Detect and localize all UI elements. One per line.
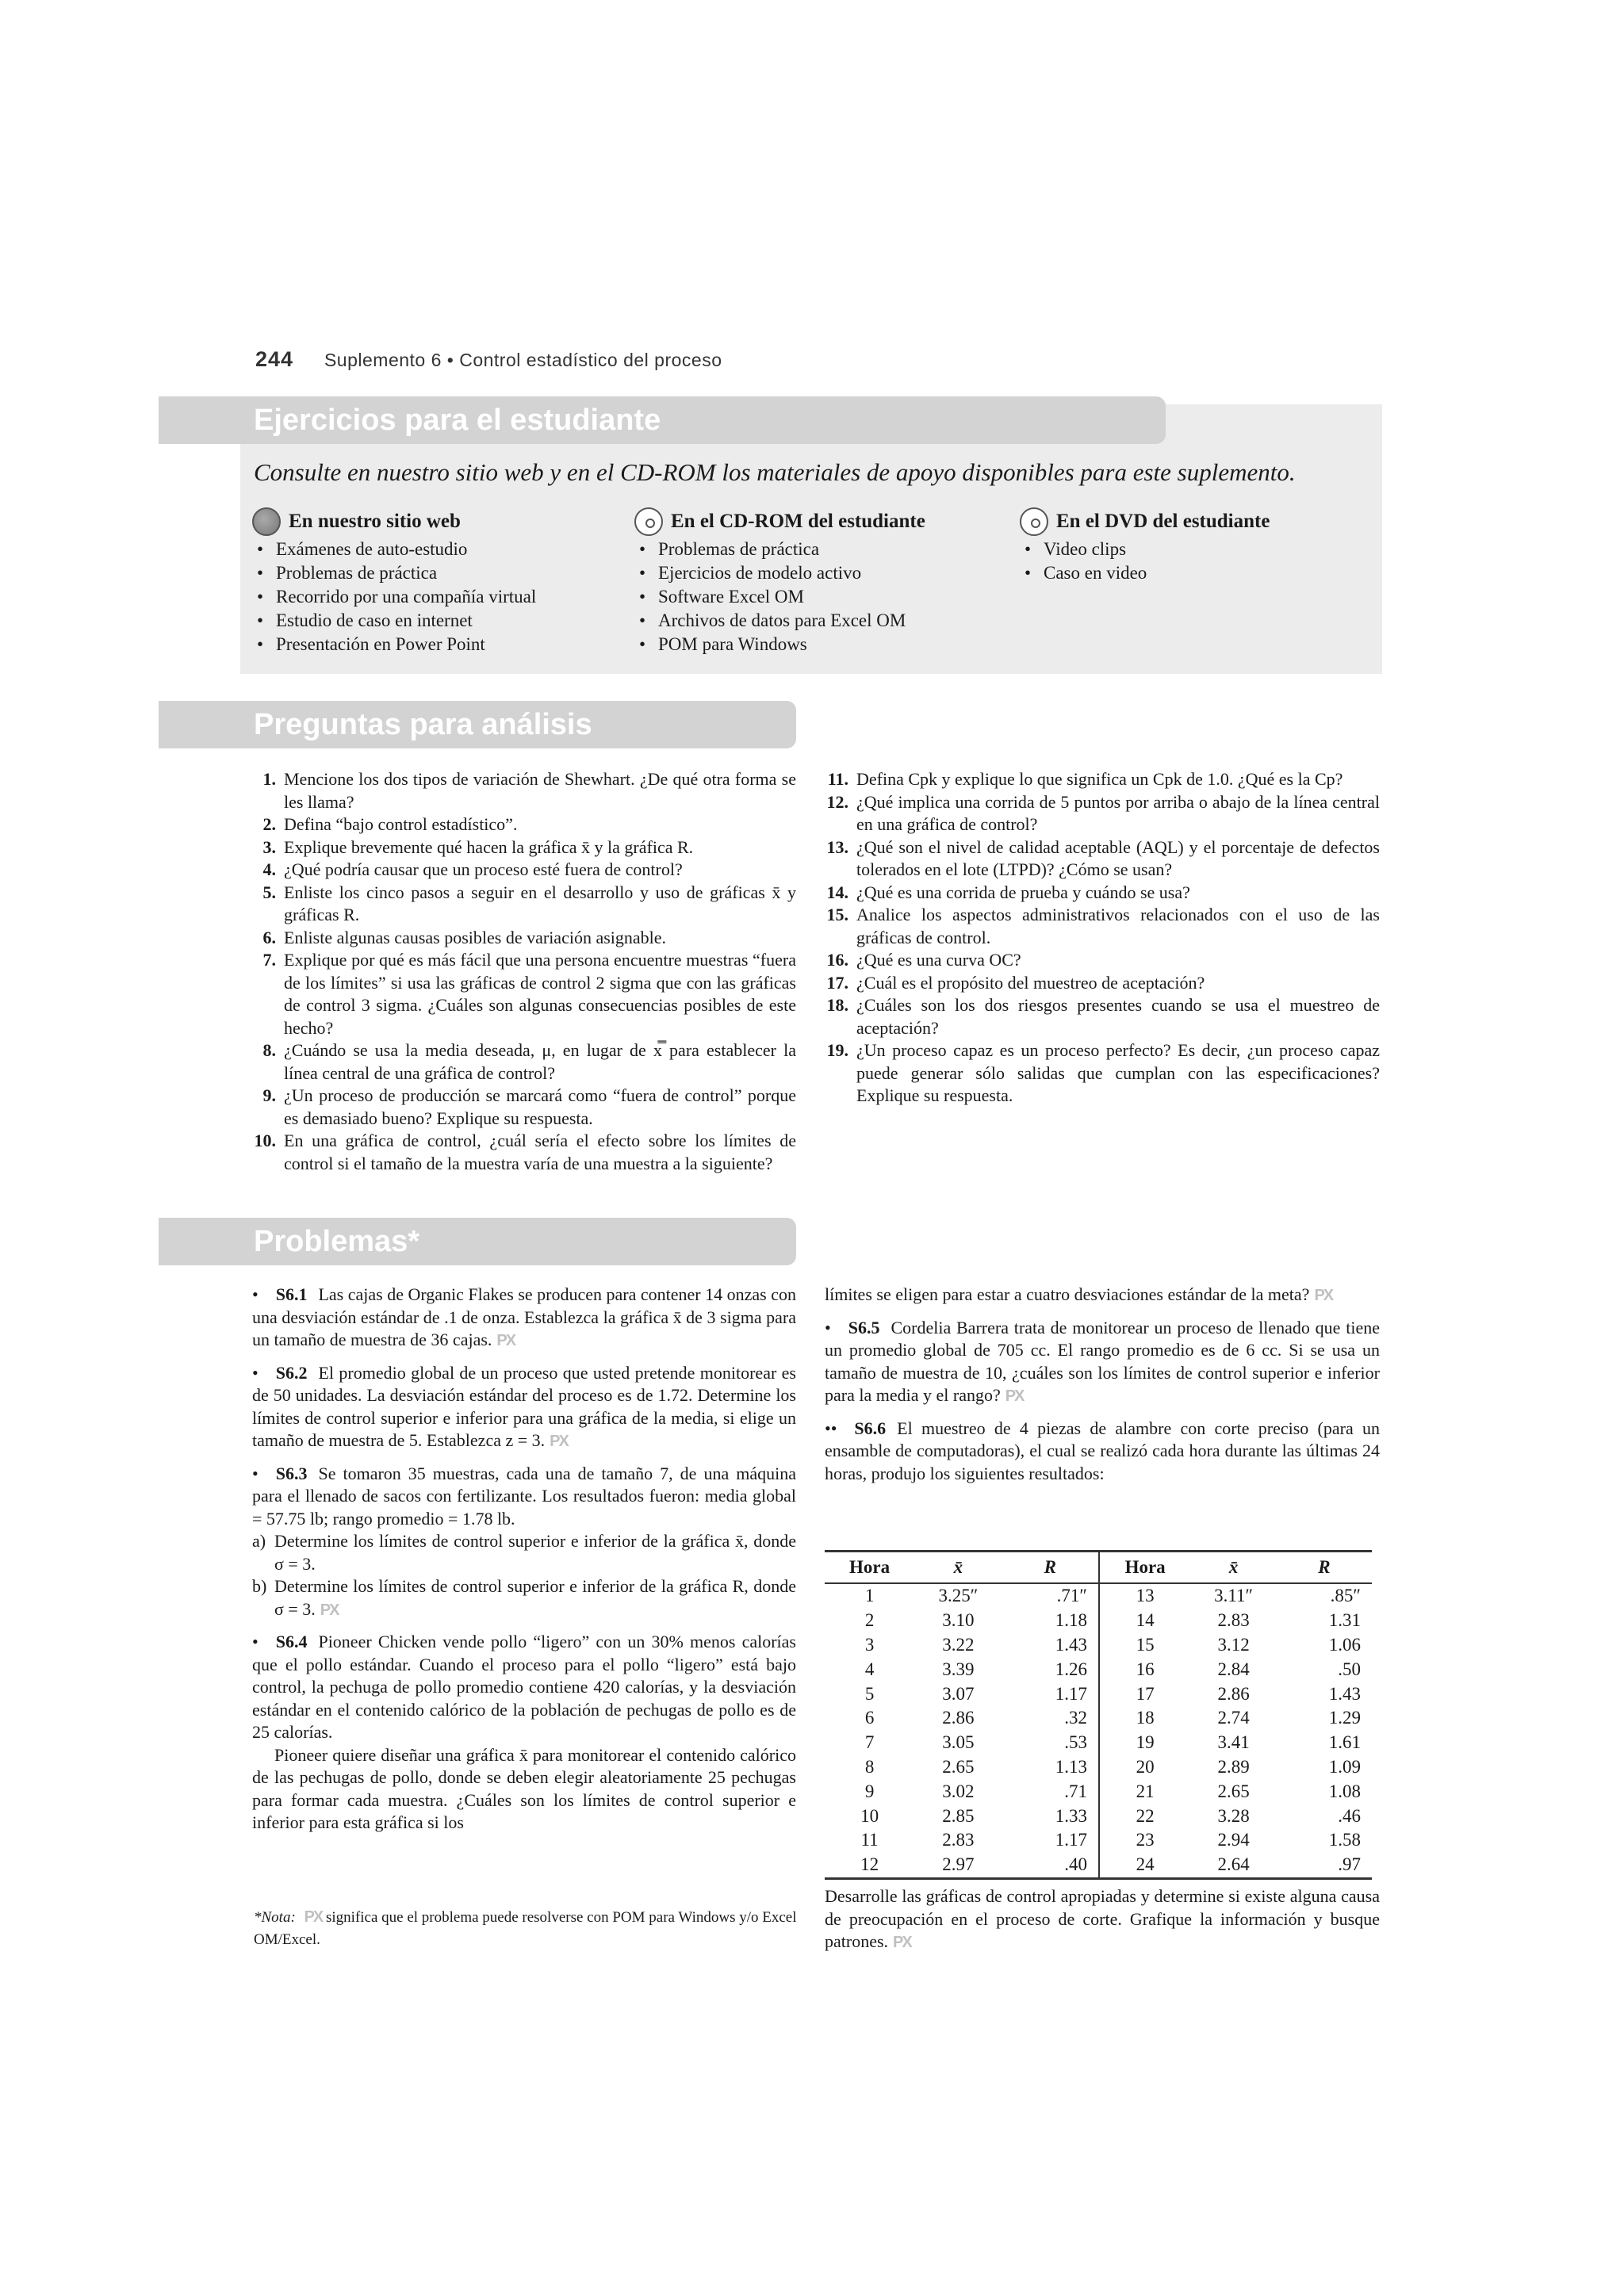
question-item: 7. Explique por qué es más fácil que una persona encuentre muestras “fuera de los límites” si usa las gráficas de control 2 sigma que con las gráficas de control 3 sigma. ¿Cuáles son algunas consecuencias posibles de este hecho? [262,950,796,1038]
resources-column-web [252,507,536,656]
table-cell: 3.25″ [938,1586,979,1606]
table-cell: 2.89 [1217,1756,1250,1777]
problem-s6-4: • S6.4 Pioneer Chicken vende pollo “ligero” con un 30% menos calorías que el pollo estándar. Cuando el proceso para el pollo “ligero” está bajo control, la pechuga de pollo promedio contiene 420 calorías, y la desviación estándar en el contenido calórico de la población de pechugas de pollo es de 25 calorías. Pioneer quiere diseñar una gráfica x̄ para monitorear el contenido calórico de las pechugas de pollo, donde se deben elegir aleatoriamente 25 pechugas para formar cada muestra. ¿Cuáles son los límites de control superior e inferior para esta gráfica si los [252,1632,796,1832]
table-cell: 8 [864,1756,875,1777]
question-item: 12. ¿Qué implica una corrida de 5 puntos por arriba o abajo de la línea central en una gráfica de control? [826,791,1380,834]
table-row [825,1853,1372,1878]
table-cell: 4 [864,1659,875,1679]
table-cell: 24 [1099,1853,1190,1878]
question-item: 1. Mencione los dos tipos de variación de Shewhart. ¿De qué otra forma se les llama? [262,769,796,812]
table-cell: 19 [1099,1731,1190,1755]
table-cell: 1.17 [1055,1683,1087,1704]
table-cell: 2.83 [942,1830,975,1850]
question-item: 13. ¿Qué son el nivel de calidad aceptable (AQL) y el porcentaje de defectos tolerados en el lote (LTPD)? ¿Cómo se usan? [826,836,1380,879]
table-cell: 15 [1099,1633,1190,1658]
list-item: • Exámenes de auto-estudio [252,538,536,561]
table-cell: 7 [864,1732,875,1753]
resources-intro: Consulte en nuestro sitio web y en el CD-ROM los materiales de apoyo disponibles para este suplemento. [254,458,1296,486]
table-cell: 17 [1099,1682,1190,1706]
table-cell: 2.94 [1217,1830,1250,1850]
list-item: • Recorrido por una compañía virtual [252,585,536,609]
question-item: 9. ¿Un proceso de producción se marcará como “fuera de control” porque es demasiado bueno? Explique su respuesta. [262,1085,796,1128]
question-item: 3. Explique brevemente qué hacen la gráfica x̄ y la gráfica R. [262,836,694,857]
footnote: *Nota: PX significa que el problema puede resolverse con POM para Windows y/o Excel OM/Excel. [254,1906,801,1951]
cd-icon [634,507,663,536]
list-item: • Ejercicios de modelo activo [634,561,925,585]
table-cell: .71 [1064,1781,1087,1801]
table-cell: .32 [1064,1708,1087,1728]
question-item: 8. ¿Cuándo se usa la media deseada, μ, en lugar de x̿ para establecer la línea central de una gráfica de control? [262,1040,796,1083]
table-cell: 14 [1099,1609,1190,1633]
table-cell: 9 [864,1781,875,1801]
resources-column-cdrom [634,507,925,656]
table-cell: 1.09 [1328,1756,1361,1777]
running-header [255,347,722,372]
table-row [825,1804,1372,1828]
table-cell: .40 [1002,1853,1099,1878]
table-cell: 2.85 [942,1805,975,1826]
table-cell: 3.05 [942,1732,975,1753]
table-row [825,1609,1372,1633]
pom-excel-icon: PX [893,1934,911,1951]
resources-column-title: En nuestro sitio web [289,511,461,532]
table-cell: 1 [864,1586,875,1606]
table-cell: 1.06 [1328,1634,1361,1655]
page-number: 244 [255,347,294,371]
table-cell: 1.43 [1328,1683,1361,1704]
list-item: • Estudio de caso en internet [252,609,536,633]
table-cell: 22 [1099,1804,1190,1828]
table-cell: 16 [1099,1657,1190,1682]
table-cell: 3.22 [942,1634,975,1655]
table-row [825,1731,1372,1755]
question-item: 2. Defina “bajo control estadístico”. [262,814,518,834]
resources-column-title: En el DVD del estudiante [1056,511,1270,532]
table-row [825,1657,1372,1682]
table-cell: 2.86 [942,1708,975,1728]
table-cell: 3 [864,1634,875,1655]
problem-s6-6-instructions: Desarrolle las gráficas de control apropiadas y determine si existe alguna causa de preocupación en el proceso de corte. Grafique la información y busque patrones. PX [825,1885,1380,1954]
section-banner-ejercicios: Ejercicios para el estudiante [159,396,1166,444]
list-item: • Archivos de datos para Excel OM [634,609,925,633]
section-banner-problemas: Problemas* [159,1218,796,1265]
table-cell: 2.84 [1217,1659,1250,1679]
table-cell: 1.26 [1055,1659,1087,1679]
question-item: 19. ¿Un proceso capaz es un proceso perfecto? Es decir, ¿un proceso capaz puede generar sólo salidas que cumplan con las especificaciones? Explique su respuesta. [826,1040,1380,1105]
table-cell: 18 [1099,1706,1190,1731]
table-row [825,1706,1372,1731]
table-cell: 2.64 [1190,1853,1276,1878]
table-row [825,1583,1372,1609]
pom-excel-icon: PX [320,1601,339,1619]
question-item: 4. ¿Qué podría causar que un proceso esté fuera de control? [262,859,683,879]
table-cell: .71″ [1056,1586,1087,1606]
table-cell: 1.13 [1055,1756,1087,1777]
table-cell: 2.65 [1217,1781,1250,1801]
table-cell: 1.33 [1055,1805,1087,1826]
list-item: • Software Excel OM [634,585,925,609]
table-cell: .85″ [1330,1586,1361,1606]
problem-s6-1: • S6.1 Las cajas de Organic Flakes se producen para contener 14 onzas con una desviación estándar de .1 de onza. Establezca la gráfica x̄ de 3 sigma para un tamaño de muestra de 36 cajas. PX [252,1284,796,1353]
dvd-icon [1020,507,1048,536]
table-cell: 2.83 [1217,1610,1250,1631]
table-cell: 20 [1099,1755,1190,1780]
list-item: • Problemas de práctica [252,561,536,585]
table-cell: 1.29 [1328,1708,1361,1728]
table-cell: 13 [1099,1583,1190,1609]
question-item: 10. En una gráfica de control, ¿cuál sería el efecto sobre los límites de control si el tamaño de la muestra varía de una muestra a la siguiente? [254,1131,796,1173]
question-item: 5. Enliste los cinco pasos a seguir en el desarrollo y uso de gráficas x̄ y gráficas R. [262,882,796,924]
table-cell: 3.10 [942,1610,975,1631]
pom-excel-icon: PX [1005,1387,1024,1405]
problem-s6-6: •• S6.6 El muestreo de 4 piezas de alambre con corte preciso (para un ensamble de computadoras), el cual se realizó cada hora durante las últimas 24 horas, produjo los siguientes resultados: [825,1418,1380,1483]
question-item: 6. Enliste algunas causas posibles de variación asignable. [262,927,667,947]
table-row [825,1779,1372,1804]
list-item: • Presentación en Power Point [252,633,536,656]
table-header-row: Hora x̄ R Hora x̄ R [825,1552,1372,1584]
pom-excel-icon: PX [496,1332,515,1349]
problems-left-column [252,1284,796,1844]
table-cell: 2 [864,1610,875,1631]
table-cell: .53 [1064,1732,1087,1753]
table-cell: 3.28 [1217,1805,1250,1826]
table-cell: 3.41 [1217,1732,1250,1753]
table-cell: 23 [1099,1828,1190,1853]
question-item: 15. Analice los aspectos administrativos relacionados con el uso de las gráficas de control. [826,905,1380,947]
table-cell: 12 [825,1853,914,1878]
question-item: 18. ¿Cuáles son los dos riesgos presentes cuando se usa el muestreo de aceptación? [826,995,1380,1038]
question-item: 11. Defina Cpk y explique lo que significa un Cpk de 1.0. ¿Qué es la Cp? [827,769,1343,789]
question-item: 14. ¿Qué es una corrida de prueba y cuándo se usa? [826,882,1190,902]
table-cell: 6 [864,1708,875,1728]
table-cell: .46 [1338,1805,1361,1826]
problems-right-column [825,1284,1380,1494]
table-cell: 3.02 [942,1781,975,1801]
resources-column-title: En el CD-ROM del estudiante [671,511,925,532]
table-cell: 3.39 [942,1659,975,1679]
problem-s6-2: • S6.2 El promedio global de un proceso que usted pretende monitorear es de 50 unidades. La desviación estándar del proceso es de 1.72. Determine los límites de control superior e inferior para una gráfica de la media, si elige un tamaño de muestra de 5. Establezca z = 3. PX [252,1362,796,1453]
question-item: 16. ¿Qué es una curva OC? [826,950,1021,970]
table-cell: 1.18 [1055,1610,1087,1631]
table-cell: 2.74 [1217,1708,1250,1728]
section-banner-preguntas: Preguntas para análisis [159,701,796,748]
table-cell: 21 [1099,1779,1190,1804]
questions-left-column [252,768,796,1175]
table-row [825,1633,1372,1658]
table-cell: 3.11″ [1214,1586,1254,1606]
table-cell: .97 [1277,1853,1372,1878]
table-cell: 2.65 [942,1756,975,1777]
pom-excel-icon: PX [304,1908,323,1926]
running-title: Suplemento 6 • Control estadístico del proceso [324,350,722,370]
list-item: • Caso en video [1020,561,1270,585]
table-cell: 2.97 [914,1853,1002,1878]
table-row [825,1755,1372,1780]
problem-s6-4-continued: límites se eligen para estar a cuatro desviaciones estándar de la meta? PX [825,1284,1380,1307]
table-cell: 11 [860,1830,879,1850]
resources-column-dvd [1020,507,1270,585]
wire-sample-table [825,1550,1372,1880]
questions-right-column [825,768,1380,1108]
table-row [825,1682,1372,1706]
table-cell: 1.58 [1328,1830,1361,1850]
question-item: 17. ¿Cuál es el propósito del muestreo de aceptación? [826,972,1205,993]
problem-s6-3: • S6.3 Se tomaron 35 muestras, cada una de tamaño 7, de una máquina para el llenado de sacos con fertilizante. Los resultados fueron: media global = 57.75 lb; rango promedio = 1.78 lb. a) Determine los límites de control superior e inferior de la gráfica x̄, donde σ = 3. b) Determine los límites de control superior e inferior de la gráfica R, donde σ = 3. PX [252,1463,796,1622]
table-cell: 3.12 [1217,1634,1250,1655]
table-cell: 10 [860,1805,879,1826]
table-cell: 1.43 [1055,1634,1087,1655]
table-cell: 1.17 [1055,1830,1087,1850]
globe-icon [252,507,281,536]
table-cell: 3.07 [942,1683,975,1704]
pom-excel-icon: PX [1314,1287,1333,1304]
table-row [825,1828,1372,1853]
list-item: • Video clips [1020,538,1270,561]
problem-s6-5: • S6.5 Cordelia Barrera trata de monitorear un proceso de llenado que tiene un promedio global de 705 cc. El rango promedio es de 6 cc. Si se usa un tamaño de muestra de 10, ¿cuáles son los límites de control superior e inferior para la media y el rango? PX [825,1317,1380,1408]
list-item: • Problemas de práctica [634,538,925,561]
table-cell: 2.86 [1217,1683,1250,1704]
table-cell: 5 [864,1683,875,1704]
list-item: • POM para Windows [634,633,925,656]
table-cell: 1.61 [1328,1732,1361,1753]
table-cell: 1.08 [1328,1781,1361,1801]
table-cell: .50 [1338,1659,1361,1679]
pom-excel-icon: PX [550,1433,568,1450]
table-cell: 1.31 [1328,1610,1361,1631]
